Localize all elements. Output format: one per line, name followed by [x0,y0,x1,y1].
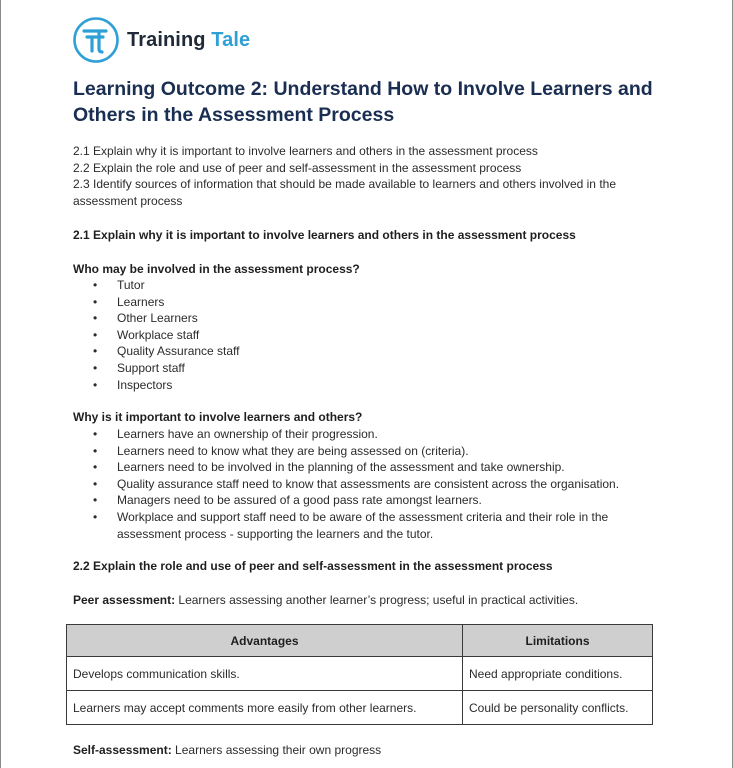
self-assessment-definition [73,742,381,759]
list-item: • Inspectors [73,377,240,394]
list-item: • Tutor [73,277,240,294]
question-who-involved: Who may be involved in the assessment process? [73,262,360,276]
question-why-involve: Why is it important to involve learners and others? [73,410,363,424]
list-item: • Learners need to be involved in the planning of the assessment and take ownership. [73,459,653,476]
list-item: • Learners need to know what they are being assessed on (criteria). [73,443,653,460]
outcome-line: assessment process [73,193,183,208]
table-header-row [67,625,653,657]
brand-word-training: Training [127,28,206,51]
reasons-list [73,426,653,542]
list-item: • Learners have an ownership of their progression. [73,426,653,443]
table-row [67,657,653,691]
brand-name [127,29,250,52]
self-assessment-label: Self-assessment: [73,743,172,757]
list-item: • Quality assurance staff need to know that assessments are consistent across the organisation. [73,476,653,493]
list-item: • Learners [73,294,240,311]
peer-assessment-table [66,624,653,725]
table-cell: Need appropriate conditions. [463,657,653,691]
list-item: • Quality Assurance staff [73,343,240,360]
outcome-line: 2.1 Explain why it is important to involve learners and others in the assessment process [73,144,538,158]
training-tale-logo-icon [72,16,120,64]
table-row [67,691,653,725]
column-header-advantages: Advantages [67,625,463,657]
section-heading-2-2: 2.2 Explain the role and use of peer and self-assessment in the assessment process [73,559,553,573]
list-item: • Support staff [73,360,240,377]
page-title: Learning Outcome 2: Understand How to Involve Learners and Others in the Assessment Process [73,78,653,126]
column-header-limitations: Limitations [463,625,653,657]
brand-word-tale: Tale [211,28,251,51]
peer-assessment-definition [73,592,578,609]
list-item: • Managers need to be assured of a good pass rate amongst learners. [73,492,653,509]
list-item: • Other Learners [73,310,240,327]
outcome-line: 2.2 Explain the role and use of peer and self-assessment in the assessment process [73,160,522,175]
section-heading-2-1: 2.1 Explain why it is important to involve learners and others in the assessment process [73,228,576,242]
involved-list [73,277,240,393]
table-cell: Learners may accept comments more easily from other learners. [67,691,463,725]
table-cell: Develops communication skills. [67,657,463,691]
list-item: • Workplace staff [73,327,240,344]
list-item: • Workplace and support staff need to be aware of the assessment criteria and their role in the assessment process - supporting the learners and the tutor. [73,509,653,542]
peer-assessment-text: Learners assessing another learner’s progress; useful in practical activities. [175,593,579,607]
outcome-line: 2.3 Identify sources of information that should be made available to learners and others involved in the [73,177,616,192]
brand-logo [72,16,250,64]
self-assessment-text: Learners assessing their own progress [171,743,382,757]
table-cell: Could be personality conflicts. [463,691,653,725]
peer-assessment-label: Peer assessment: [73,593,176,607]
document-page [1,0,732,768]
outcomes-list [73,143,616,209]
